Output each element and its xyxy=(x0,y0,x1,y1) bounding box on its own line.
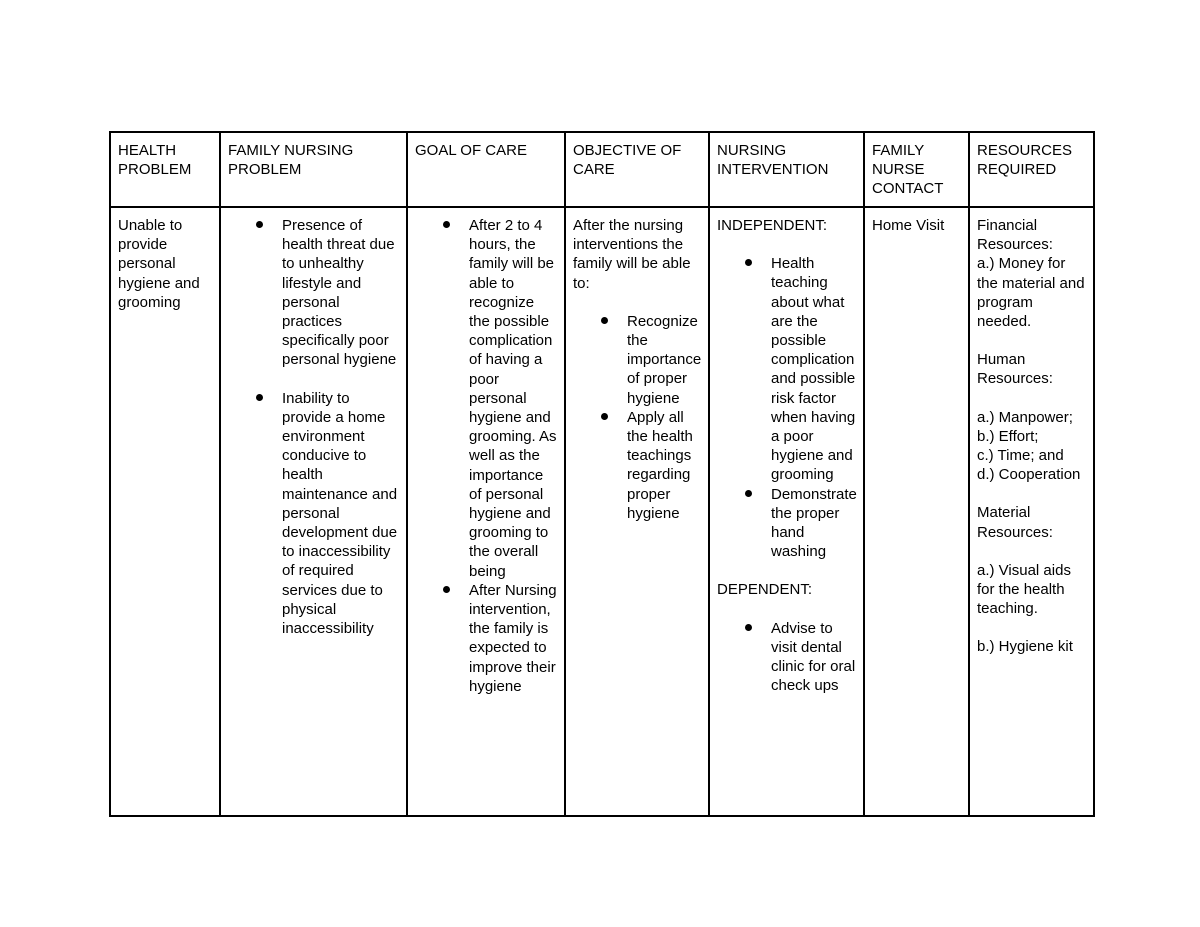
cell-goal-of-care xyxy=(407,207,565,816)
human-resource-c: c.) Time; and xyxy=(977,447,1064,465)
header-goal-of-care: GOAL OF CARE xyxy=(407,132,565,207)
list-item: Apply all the health teachings regarding proper hygiene xyxy=(627,408,702,523)
objective-of-care-list xyxy=(573,312,702,523)
list-item: Advise to visit dental clinic for oral check ups xyxy=(771,619,856,695)
header-row xyxy=(110,132,1094,207)
cell-resources-required xyxy=(969,207,1094,816)
list-item: Health teaching about what are the possible complication and possible risk factor when having a poor hygiene and grooming xyxy=(771,255,856,484)
human-resource-d: d.) Cooperation xyxy=(977,466,1081,484)
list-item: Recognize the importance of proper hygiene xyxy=(627,312,702,407)
cell-nursing-intervention xyxy=(709,207,864,816)
cell-family-nurse-contact xyxy=(864,207,969,816)
human-resource-a: a.) Manpower; xyxy=(977,408,1073,426)
dependent-label: DEPENDENT: xyxy=(717,581,813,599)
human-resource-b: b.) Effort; xyxy=(977,427,1039,445)
material-resource-a: a.) Visual aids for the health teaching. xyxy=(977,561,1071,618)
family-nursing-problem-list xyxy=(228,216,400,638)
cell-objective-of-care xyxy=(565,207,709,816)
material-resource-b: b.) Hygiene kit xyxy=(977,638,1073,656)
dependent-interventions-list xyxy=(717,619,857,696)
header-family-nursing-problem: FAMILY NURSING PROBLEM xyxy=(220,132,407,207)
human-resources-label: Human Resources: xyxy=(977,351,1053,388)
list-item: Inability to provide a home environment conducive to health maintenance and personal development due to inaccessibility of required services due to physical inaccessibility xyxy=(282,389,400,639)
header-family-nurse-contact: FAMILY NURSE CONTACT xyxy=(864,132,969,207)
list-item: Demonstrate the proper hand washing xyxy=(771,485,857,561)
health-problem-text: Unable to provide personal hygiene and grooming xyxy=(118,217,200,311)
list-item: After Nursing intervention, the family is expected to improve their hygiene xyxy=(469,581,557,695)
header-health-problem: HEALTH PROBLEM xyxy=(110,132,220,207)
list-item: After 2 to 4 hours, the family will be able to recognize the possible complication of having a poor personal hygiene and grooming. As well as the importance of personal hygiene and grooming to the overall being xyxy=(469,217,557,580)
objective-intro: After the nursing interventions the family will be able to: xyxy=(573,217,691,292)
financial-resource-a: a.) Money for the material and program needed. xyxy=(977,255,1085,331)
financial-resources-label: Financial Resources: xyxy=(977,217,1053,254)
header-nursing-intervention: NURSING INTERVENTION xyxy=(709,132,864,207)
table-row xyxy=(110,207,1094,816)
header-resources-required: RESOURCES REQUIRED xyxy=(969,132,1094,207)
header-objective-of-care: OBJECTIVE OF CARE xyxy=(565,132,709,207)
material-resources-label: Material Resources: xyxy=(977,504,1053,541)
list-item: Presence of health threat due to unhealthy lifestyle and personal practices specifically poor personal hygiene xyxy=(282,216,400,370)
family-nurse-contact-text: Home Visit xyxy=(872,217,945,234)
independent-label: INDEPENDENT: xyxy=(717,217,828,234)
goal-of-care-list xyxy=(415,216,558,696)
cell-family-nursing-problem xyxy=(220,207,407,816)
cell-health-problem xyxy=(110,207,220,816)
independent-interventions-list xyxy=(717,254,857,561)
care-plan-table xyxy=(109,131,1095,817)
